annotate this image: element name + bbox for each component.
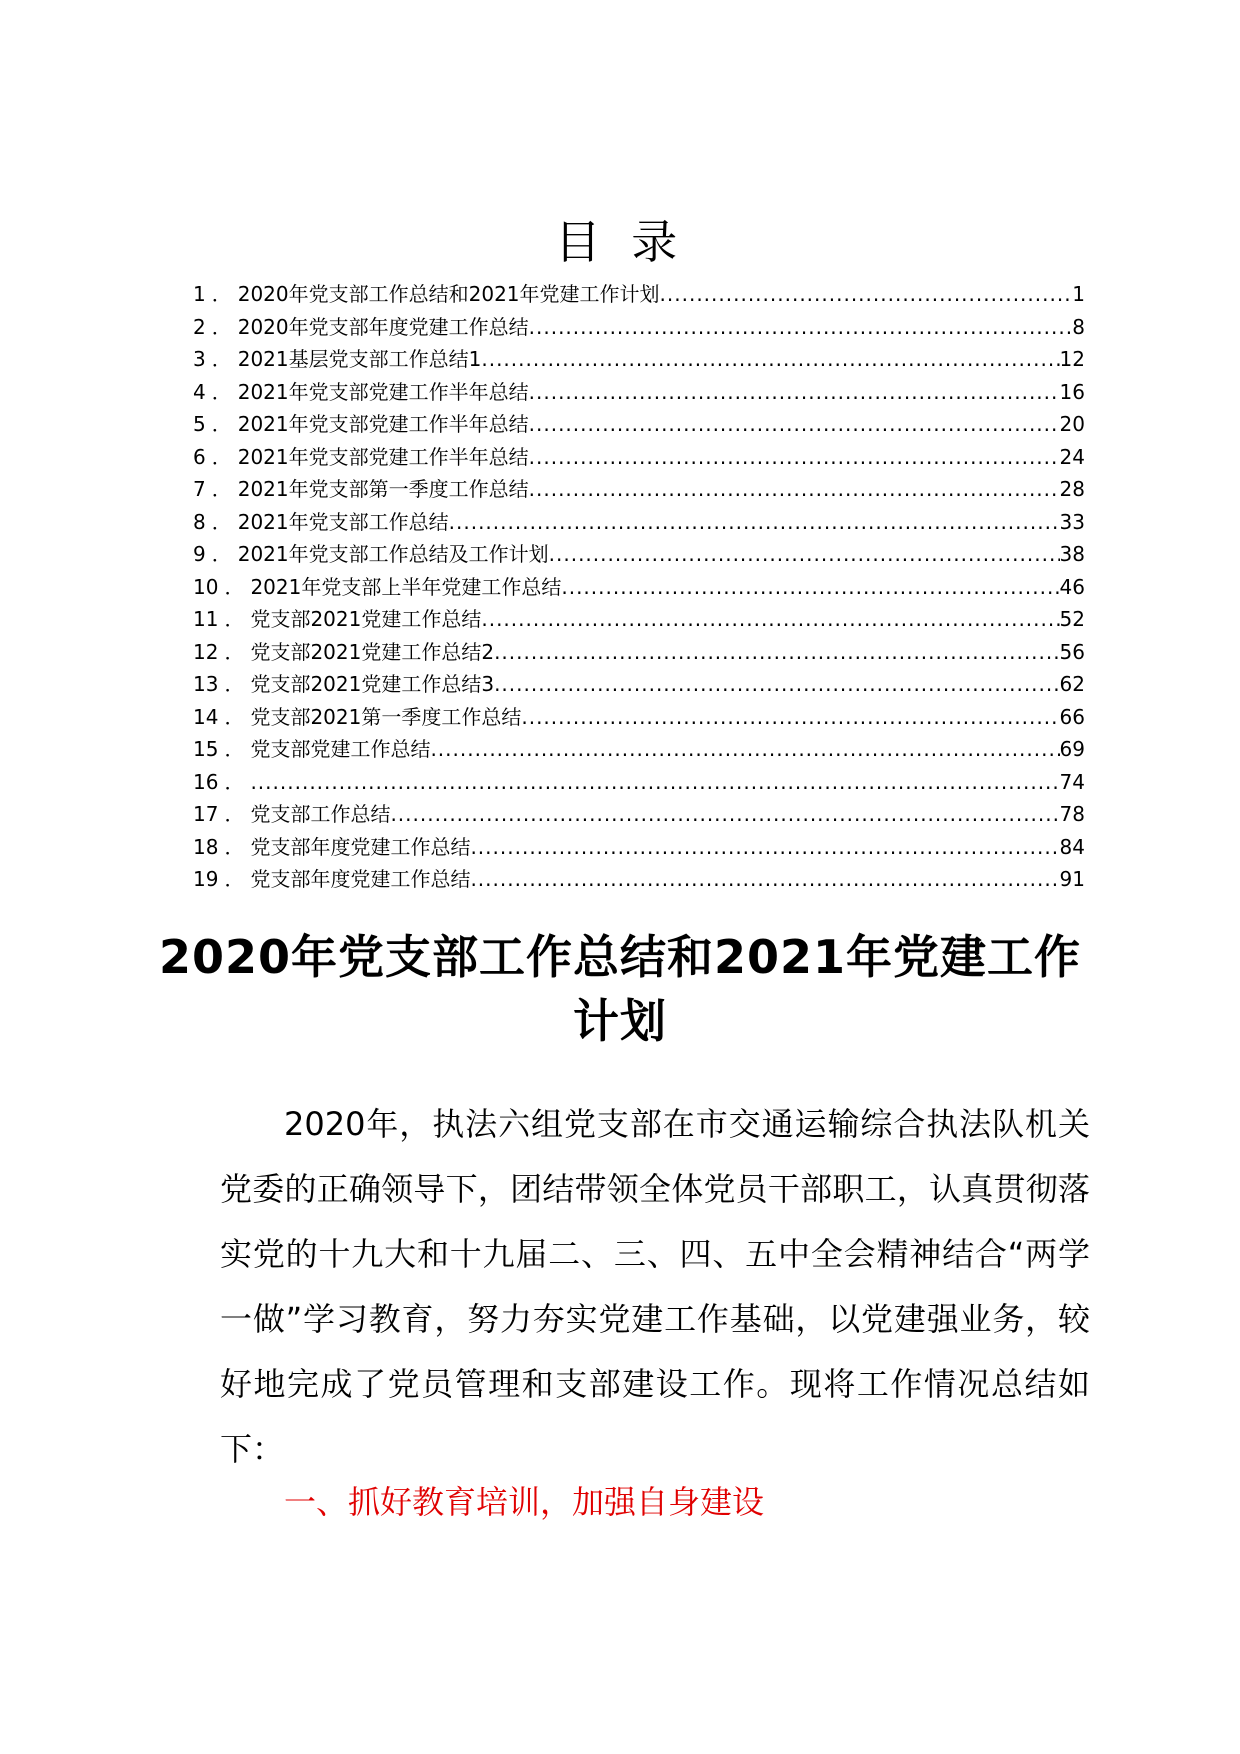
toc-entry-page: 33 (1059, 509, 1085, 534)
toc-entry-separator: ． (224, 574, 245, 599)
toc-entry-number: 12 (193, 639, 219, 664)
toc-entry-title: 党支部工作总结 (250, 802, 391, 826)
toc-entry-page: 62 (1059, 672, 1085, 696)
toc-entry[interactable] (193, 798, 1085, 831)
toc-entry-page: 56 (1059, 639, 1085, 664)
toc-entry-number: 19 (193, 867, 219, 891)
toc-leader-dots (470, 863, 1059, 896)
toc-leader-dots (494, 636, 1059, 669)
toc-entry-page: 91 (1059, 867, 1085, 891)
toc-entry-number: 15 (193, 737, 219, 761)
toc-entry-page: 8 (1072, 314, 1085, 339)
toc-entry[interactable] (193, 831, 1085, 864)
toc-title: 目 录 (554, 215, 686, 269)
toc-entry-title: 2021年党支部上半年党建工作总结 (250, 574, 562, 599)
toc-entry-page: 28 (1059, 477, 1085, 501)
toc-entry-number: 1 (193, 282, 206, 306)
toc-entry-page: 12 (1059, 347, 1085, 371)
toc-leader-dots (470, 831, 1059, 864)
toc-entry-page: 74 (1059, 769, 1085, 794)
toc-entry-number: 8 (193, 509, 206, 534)
toc-entry[interactable] (193, 441, 1085, 474)
toc-entry-title: 2020年党支部年度党建工作总结 (237, 314, 529, 339)
toc-entry-title: 党支部2021党建工作总结2 (250, 639, 495, 664)
toc-entry-separator: ． (224, 704, 245, 729)
toc-entry-number: 14 (193, 704, 219, 729)
toc-entry-number: 10 (193, 574, 219, 599)
toc-entry-title: 2021年党支部党建工作半年总结 (237, 379, 529, 404)
toc-entry-title: 党支部年度党建工作总结 (250, 834, 471, 859)
toc-entry-number: 3 (193, 347, 206, 371)
toc-entry[interactable] (193, 311, 1085, 344)
toc-entry-number: 17 (193, 802, 219, 826)
toc-entry-page: 46 (1059, 574, 1085, 599)
toc-entry[interactable] (193, 571, 1085, 604)
toc-entry-page: 24 (1059, 444, 1085, 469)
toc-entry-title: 2021年党支部工作总结及工作计划 (237, 542, 549, 566)
toc-entry-page: 16 (1059, 379, 1085, 404)
toc-entry-page: 84 (1059, 834, 1085, 859)
toc-entry-page: 20 (1059, 412, 1085, 436)
toc-entry-number: 13 (193, 672, 219, 696)
toc-entry[interactable] (193, 733, 1085, 766)
toc-leader-dots (449, 506, 1060, 539)
toc-leader-dots (250, 766, 1059, 799)
toc-entry[interactable] (193, 538, 1085, 571)
toc-entry-title: 2020年党支部工作总结和2021年党建工作计划 (237, 282, 660, 306)
toc-entry[interactable] (193, 473, 1085, 506)
toc-entry-page: 1 (1072, 282, 1085, 306)
toc-leader-dots (481, 603, 1059, 636)
toc-entry-page: 52 (1059, 607, 1085, 631)
toc-entry-separator: ． (211, 412, 232, 436)
section-heading: 一、抓好教育培训，加强自身建设 (284, 1483, 765, 1521)
toc-entry-page: 38 (1059, 542, 1085, 566)
toc-entry-title: 2021年党支部工作总结 (237, 509, 449, 534)
toc-entry[interactable] (193, 506, 1085, 539)
intro-paragraph: 2020年，执法六组党支部在市交通运输综合执法队机关党委的正确领导下，团结带领全体党员干部职工，认真贯彻落实党的十九大和十九届二、三、四、五中全会精神结合“两学一做”学习教育，努力夯实党建工作基础，以党建强业务，较好地完成了党员管理和支部建设工作。现将工作情况总结如下： (220, 1105, 1090, 1468)
toc-entry-title: 党支部党建工作总结 (250, 737, 431, 761)
toc-entry-separator: ． (224, 802, 245, 826)
toc-leader-dots (529, 441, 1060, 474)
toc-entry[interactable] (193, 603, 1085, 636)
toc-leader-dots (494, 668, 1059, 701)
toc-entry-number: 6 (193, 444, 206, 469)
toc-entry-number: 2 (193, 314, 206, 339)
toc-entry-page: 69 (1059, 737, 1085, 761)
toc-entry-title: 2021年党支部党建工作半年总结 (237, 444, 529, 469)
toc-entry-title: 党支部年度党建工作总结 (250, 867, 471, 891)
toc-entry-title: 2021基层党支部工作总结1 (237, 347, 482, 371)
toc-entry-separator: ． (224, 867, 245, 891)
toc-entry-number: 11 (193, 607, 219, 631)
table-of-contents (193, 278, 1085, 896)
toc-leader-dots (521, 701, 1059, 734)
toc-entry-page: 78 (1059, 802, 1085, 826)
toc-entry-separator: ． (224, 639, 245, 664)
toc-entry[interactable] (193, 668, 1085, 701)
toc-entry[interactable] (193, 278, 1085, 311)
toc-entry-separator: ． (211, 477, 232, 501)
toc-leader-dots (390, 798, 1059, 831)
toc-entry[interactable] (193, 343, 1085, 376)
toc-entry-number: 16 (193, 769, 219, 794)
toc-entry-page: 66 (1059, 704, 1085, 729)
toc-leader-dots (549, 538, 1060, 571)
toc-entry-separator: ． (224, 769, 245, 794)
toc-entry[interactable] (193, 376, 1085, 409)
toc-leader-dots (529, 408, 1060, 441)
toc-entry[interactable] (193, 701, 1085, 734)
toc-entry-separator: ． (211, 282, 232, 306)
toc-entry-title: 党支部2021党建工作总结 (250, 607, 482, 631)
toc-entry-title: 2021年党支部党建工作半年总结 (237, 412, 529, 436)
toc-entry-separator: ． (224, 834, 245, 859)
toc-entry-separator: ． (211, 509, 232, 534)
toc-entry-number: 5 (193, 412, 206, 436)
toc-entry-title: 2021年党支部第一季度工作总结 (237, 477, 529, 501)
document-title: 2020年党支部工作总结和2021年党建工作计划 (158, 930, 1082, 1048)
toc-leader-dots (529, 376, 1060, 409)
toc-entry-separator: ． (224, 737, 245, 761)
toc-leader-dots (660, 278, 1073, 311)
toc-leader-dots (529, 473, 1060, 506)
toc-entry-title: 党支部2021党建工作总结3 (250, 672, 495, 696)
toc-entry[interactable] (193, 636, 1085, 669)
toc-leader-dots (430, 733, 1059, 766)
toc-entry-number: 4 (193, 379, 206, 404)
toc-entry-title: 党支部2021第一季度工作总结 (250, 704, 522, 729)
toc-entry[interactable] (193, 766, 1085, 799)
toc-entry-separator: ． (211, 444, 232, 469)
toc-leader-dots (561, 571, 1059, 604)
toc-entry-separator: ． (224, 607, 245, 631)
toc-leader-dots (529, 311, 1073, 344)
toc-entry[interactable] (193, 863, 1085, 896)
toc-entry[interactable] (193, 408, 1085, 441)
toc-entry-separator: ． (211, 347, 232, 371)
toc-entry-number: 9 (193, 542, 206, 566)
toc-entry-number: 7 (193, 477, 206, 501)
toc-entry-separator: ． (211, 379, 232, 404)
toc-entry-separator: ． (211, 542, 232, 566)
toc-leader-dots (481, 343, 1059, 376)
toc-entry-separator: ． (224, 672, 245, 696)
toc-entry-number: 18 (193, 834, 219, 859)
toc-entry-separator: ． (211, 314, 232, 339)
